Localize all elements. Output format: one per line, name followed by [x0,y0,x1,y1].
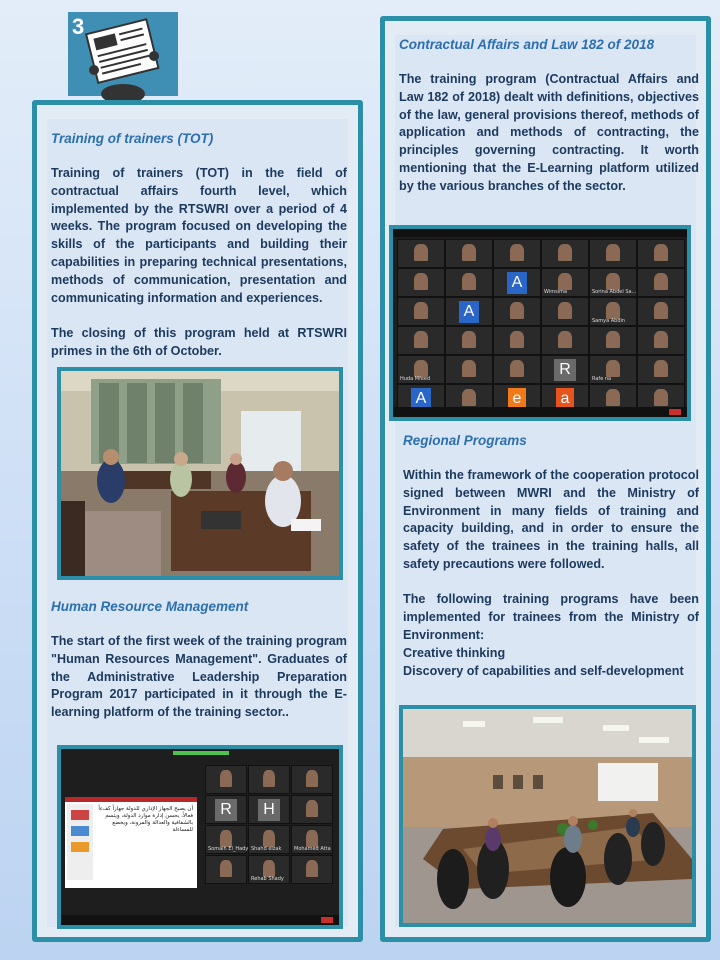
tot-closing: The closing of this program held at RTSWRI primes in the 6th of October. [51,326,347,358]
participant-tile[interactable] [445,268,493,297]
participant-video [462,273,476,290]
participant-video [263,770,275,787]
participant-tile[interactable] [291,825,333,854]
participant-name: Shahd elzak [251,846,282,852]
participant-name: Somaih El_Hady [208,846,249,852]
contract-heading: Contractual Affairs and Law 182 of 2018 [399,37,655,52]
participant-tile[interactable] [205,855,247,884]
conference-hall-scene [403,709,692,923]
right-column [380,16,711,942]
left-column [32,100,363,942]
newspaper-icon [68,12,178,96]
participant-name: Huda Mfeed [400,376,431,382]
participant-tile[interactable] [541,326,589,355]
participant-video [414,302,428,319]
participant-video [606,273,620,290]
participant-tile[interactable] [291,765,333,794]
participant-tile[interactable] [397,239,445,268]
zoom-toolbar[interactable] [393,407,687,417]
end-meeting-button[interactable] [321,917,333,923]
participant-video [306,860,318,877]
participant-video [606,302,620,319]
participant-tile[interactable] [589,297,637,326]
participant-initial: a [556,388,575,410]
participant-video [414,244,428,261]
participant-tile[interactable] [541,239,589,268]
participant-tile[interactable] [248,825,290,854]
participant-tile[interactable] [589,355,637,384]
participant-tile[interactable] [637,268,685,297]
participant-name: Mohamed Atta [294,846,331,852]
participant-tile[interactable] [541,297,589,326]
participant-initial: H [258,799,280,821]
participant-video [606,360,620,377]
participant-tile[interactable] [205,765,247,794]
participant-video [558,331,572,348]
participant-tile[interactable] [493,326,541,355]
shared-slide [65,797,197,888]
participant-video [654,273,668,290]
section-number: 3 [72,14,85,39]
participant-tile[interactable] [493,297,541,326]
participant-video [220,770,232,787]
participant-tile[interactable] [205,825,247,854]
participant-initial: R [554,359,576,381]
participant-video [414,331,428,348]
end-meeting-button[interactable] [669,409,681,415]
participant-tile[interactable] [637,239,685,268]
participant-video [263,860,275,877]
participant-video [414,273,428,290]
participant-video [510,302,524,319]
participant-tile[interactable] [445,239,493,268]
tot-heading: Training of trainers (TOT) [51,131,214,146]
participant-initial: A [459,301,480,323]
participant-video [606,331,620,348]
participant-tile[interactable] [637,297,685,326]
participant-tile[interactable] [291,795,333,824]
participant-tile[interactable] [397,326,445,355]
tot-classroom-photo [57,367,343,580]
participant-tile[interactable] [493,268,541,297]
regional-item: Discovery of capabilities and self-development [403,664,684,678]
participant-tile[interactable] [248,855,290,884]
tot-body: Training of trainers (TOT) in the field of contractual affairs fourth level, which implemented by the RTSWRI over a period of 4 weeks. The program focused on developing the skills of the participants and building their capabilities in preparing technical presentations, methods of communication, presentation and communicating information and experiences. [51,166,347,305]
zoom-top-bar [393,229,687,237]
participant-video [558,302,572,319]
participant-tile[interactable] [493,355,541,384]
participant-video [462,360,476,377]
participant-initial: e [508,388,527,410]
participant-tile[interactable] [397,268,445,297]
participant-initial: A [411,388,432,410]
participant-video [558,244,572,261]
participant-name: Rehab Shady [251,876,284,882]
participant-name: Rafe na [592,376,612,382]
participant-video [654,331,668,348]
participant-tile[interactable] [445,355,493,384]
regional-body: Within the framework of the cooperation protocol signed between MWRI and the Ministry of Environment in many fields of training and capacity building, and in order to ensure the safety of the trainees in the training halls, all safety precautions were followed. [403,468,699,571]
slide-text: أن يصبح الجهاز الإداري للدولة جهازاً كفءاً فعالاً، يحسن إدارة موارد الدولة، ويتسم بالشفافية والعدالة والمرونة، ويخضع للمساءلة [98,806,193,833]
participant-tile[interactable] [541,268,589,297]
participant-video [306,770,318,787]
participant-video [558,273,572,290]
participant-video [306,830,318,847]
participant-name: Sorina Abdel Sa... [592,289,637,295]
participant-name: Wimsima [544,289,568,295]
participant-tile[interactable] [291,855,333,884]
participant-video [414,360,428,377]
regional-intro: The following training programs have been implemented for trainees from the Ministry of Environment: [403,592,699,642]
participant-video [654,302,668,319]
participant-video [510,331,524,348]
participant-tile[interactable] [589,268,637,297]
share-banner [173,751,229,755]
participant-tile[interactable] [248,765,290,794]
participant-tile[interactable] [445,297,493,326]
participant-video [510,244,524,261]
participant-tile[interactable] [445,326,493,355]
participant-video [263,830,275,847]
regional-heading: Regional Programs [403,433,527,448]
hrm-body: The start of the first week of the training program "Human Resources Management". Graduates of the Administrative Leadership Preparation Program 2017 participated in it through the E-learning platform of the training sector.. [51,634,347,720]
participant-tile[interactable] [589,239,637,268]
participant-video [306,800,318,817]
participant-tile[interactable] [493,239,541,268]
contract-zoom-screenshot [389,225,691,421]
participant-video [462,389,476,406]
hrm-heading: Human Resource Management [51,599,249,614]
participant-video [654,389,668,406]
participant-tile[interactable] [397,297,445,326]
participant-video [462,244,476,261]
participant-initial: R [215,799,237,821]
participant-video [510,360,524,377]
participant-video [220,830,232,847]
section-number-badge [68,12,178,96]
contract-body: The training program (Contractual Affairs and Law 182 of 2018) dealt with definitions, objectives of the law, general provisions thereof, methods of application and methods of contracting, the principles governing contracting. It worth mentioning that the E-Learning platform utilized by the various branches of the sector. [399,72,699,193]
participant-video [606,389,620,406]
participant-initial: A [507,272,528,294]
participant-tile[interactable] [248,795,290,824]
participant-video [462,331,476,348]
participant-video [654,360,668,377]
hrm-zoom-screenshot [57,745,343,929]
regional-hall-photo [399,705,696,927]
participant-video [220,860,232,877]
participant-tile[interactable] [637,355,685,384]
zoom-toolbar[interactable] [61,915,339,925]
classroom-scene [61,371,339,576]
participant-tile[interactable] [589,326,637,355]
participant-tile[interactable] [397,355,445,384]
regional-item: Creative thinking [403,646,506,660]
participant-tile[interactable] [541,355,589,384]
participant-tile[interactable] [637,326,685,355]
participant-name: Samya Abdin [592,318,626,324]
participant-video [606,244,620,261]
participant-video [654,244,668,261]
participant-tile[interactable] [205,795,247,824]
